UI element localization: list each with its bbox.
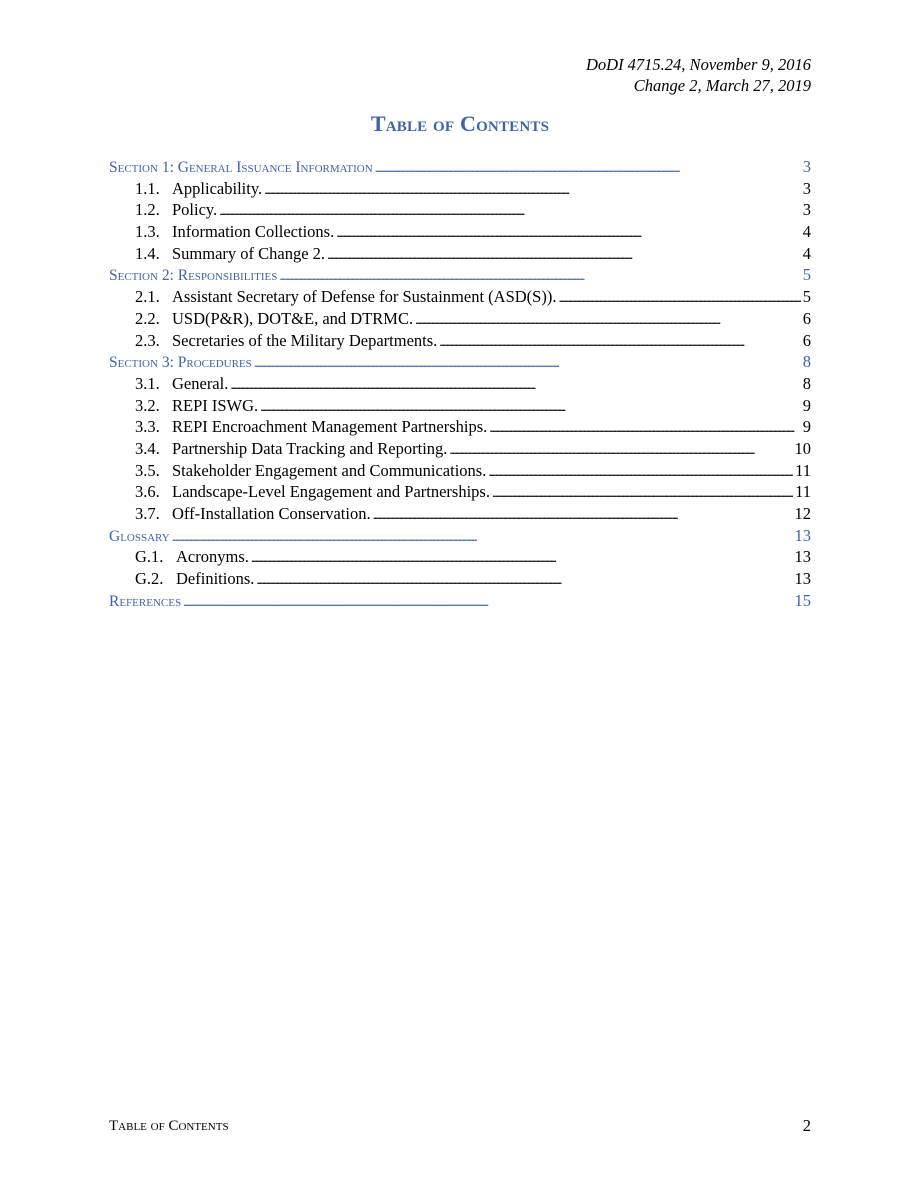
toc-entry-link[interactable] (109, 503, 811, 525)
toc-page-number: 11 (795, 460, 811, 480)
toc-entry-number: 3.5. (135, 460, 160, 480)
toc-entry-link[interactable] (109, 330, 811, 352)
toc-section-link[interactable] (109, 590, 811, 612)
dot-leader (279, 265, 800, 286)
toc-page-number: 15 (794, 590, 811, 610)
dot-leader (183, 591, 792, 612)
header-change-line: Change 2, March 27, 2019 (633, 76, 811, 95)
toc-entry-title: Definitions. (176, 569, 255, 589)
toc-entry-number: 3.3. (135, 417, 160, 437)
toc-section-title: Section 2: Responsibilities (109, 267, 278, 285)
footer-page-number: 2 (802, 1116, 811, 1135)
toc-entry-link[interactable] (109, 460, 811, 482)
toc-page-number: 13 (794, 547, 811, 567)
dot-leader (449, 439, 792, 460)
dot-leader (439, 331, 800, 352)
toc-entry-number: 1.4. (135, 243, 160, 263)
toc-entry-number: 3.7. (135, 504, 160, 523)
toc-page-number: 13 (794, 569, 811, 589)
dot-leader (489, 417, 801, 438)
toc-entry-link[interactable] (109, 243, 811, 265)
toc-entry-title: Policy. (172, 200, 218, 220)
dot-leader (219, 200, 801, 221)
dot-leader (492, 482, 793, 503)
toc-page-number: 9 (802, 395, 811, 415)
toc-entry-link[interactable] (109, 199, 811, 221)
dot-leader (336, 222, 801, 243)
toc-entry-link[interactable] (109, 221, 811, 243)
toc-page-number: 4 (802, 222, 811, 242)
toc-entry-number: 3.6. (135, 482, 160, 502)
toc-page-number: 9 (802, 417, 811, 437)
toc-section-link[interactable] (109, 156, 811, 178)
dot-leader (230, 374, 800, 395)
toc-entry-number: 2.2. (135, 308, 160, 328)
toc-section-link[interactable] (109, 525, 811, 547)
dot-leader (260, 396, 801, 417)
toc-entry-number: 3.1. (135, 373, 160, 393)
toc-entry-title: Landscape-Level Engagement and Partnerships. (172, 482, 490, 502)
toc-entry-link[interactable] (109, 286, 811, 308)
toc-entry-link[interactable] (109, 178, 811, 200)
dot-leader (264, 179, 801, 200)
toc-entry-number: G.2. (135, 569, 164, 589)
dot-leader (488, 461, 793, 482)
toc-page-number: 3 (802, 200, 811, 220)
toc-page-number: 3 (802, 157, 811, 176)
toc-entry-number: 1.2. (135, 200, 160, 220)
toc-entry-link[interactable] (109, 308, 811, 330)
toc-entry-title: Summary of Change 2. (172, 243, 326, 263)
toc-page-number: 12 (794, 504, 811, 523)
toc-entry-link[interactable] (109, 546, 811, 568)
toc-entry-title: Assistant Secretary of Defense for Sustainment (ASD(S)). (172, 287, 557, 307)
footer-section-label: Table of Contents (109, 1118, 229, 1134)
toc-entry-title: Stakeholder Engagement and Communications. (172, 460, 487, 480)
toc-entry-link[interactable] (109, 481, 811, 503)
toc-entry-title: Secretaries of the Military Departments. (172, 330, 438, 350)
toc-page-number: 6 (802, 308, 811, 328)
toc-entry-title: Off-Installation Conservation. (172, 504, 371, 523)
toc-page-number: 8 (802, 352, 811, 372)
document-header (586, 54, 811, 96)
toc-section-title: Section 1: General Issuance Information (109, 159, 373, 176)
toc-section-title: Section 3: Procedures (109, 354, 252, 372)
toc-entry-number: 1.3. (135, 222, 160, 242)
toc-page-number: 10 (794, 438, 811, 458)
toc-entry-title: USD(P&R), DOT&E, and DTRMC. (172, 308, 414, 328)
toc-entry-link[interactable] (109, 416, 811, 438)
dot-leader (415, 309, 801, 330)
toc-page-number: 3 (802, 178, 811, 198)
toc-page-number: 5 (802, 287, 811, 307)
toc-entry-title: Partnership Data Tracking and Reporting. (172, 438, 448, 458)
dot-leader (251, 547, 793, 568)
toc-page-number: 11 (795, 482, 811, 502)
toc-page-number: 13 (794, 525, 811, 545)
dot-leader (256, 569, 792, 590)
toc-entry-number: 3.2. (135, 395, 160, 415)
toc-entry-title: Acronyms. (176, 547, 249, 567)
toc-entry-title: REPI ISWG. (172, 395, 259, 415)
table-of-contents (109, 156, 811, 611)
dot-leader (254, 352, 801, 373)
toc-page-number: 4 (802, 243, 811, 263)
toc-page-number: 8 (802, 373, 811, 393)
toc-entry-number: 2.1. (135, 287, 160, 307)
toc-section-title: Glossary (109, 527, 170, 545)
toc-entry-link[interactable] (109, 395, 811, 417)
toc-entry-title: General. (172, 373, 229, 393)
dot-leader (375, 157, 801, 178)
dot-leader (327, 244, 801, 265)
toc-entry-link[interactable] (109, 373, 811, 395)
toc-section-title: References (109, 592, 182, 610)
dot-leader (373, 504, 793, 525)
toc-entry-title: Information Collections. (172, 222, 335, 242)
toc-entry-number: 3.4. (135, 438, 160, 458)
toc-section-link[interactable] (109, 264, 811, 286)
dot-leader (558, 287, 800, 308)
toc-section-link[interactable] (109, 351, 811, 373)
toc-entry-number: G.1. (135, 547, 164, 567)
toc-page-number: 5 (802, 265, 811, 285)
header-issuance-line: DoDI 4715.24, November 9, 2016 (585, 55, 811, 74)
toc-entry-number: 1.1. (135, 178, 160, 198)
toc-entry-title: Applicability. (172, 178, 263, 198)
dot-leader (172, 526, 793, 547)
page-title: Table of Contents (370, 111, 550, 136)
toc-entry-link[interactable] (109, 568, 811, 590)
toc-page-number: 6 (802, 330, 811, 350)
toc-entry-link[interactable] (109, 438, 811, 460)
toc-entry-number: 2.3. (135, 330, 160, 350)
toc-entry-title: REPI Encroachment Management Partnerships. (172, 417, 488, 437)
